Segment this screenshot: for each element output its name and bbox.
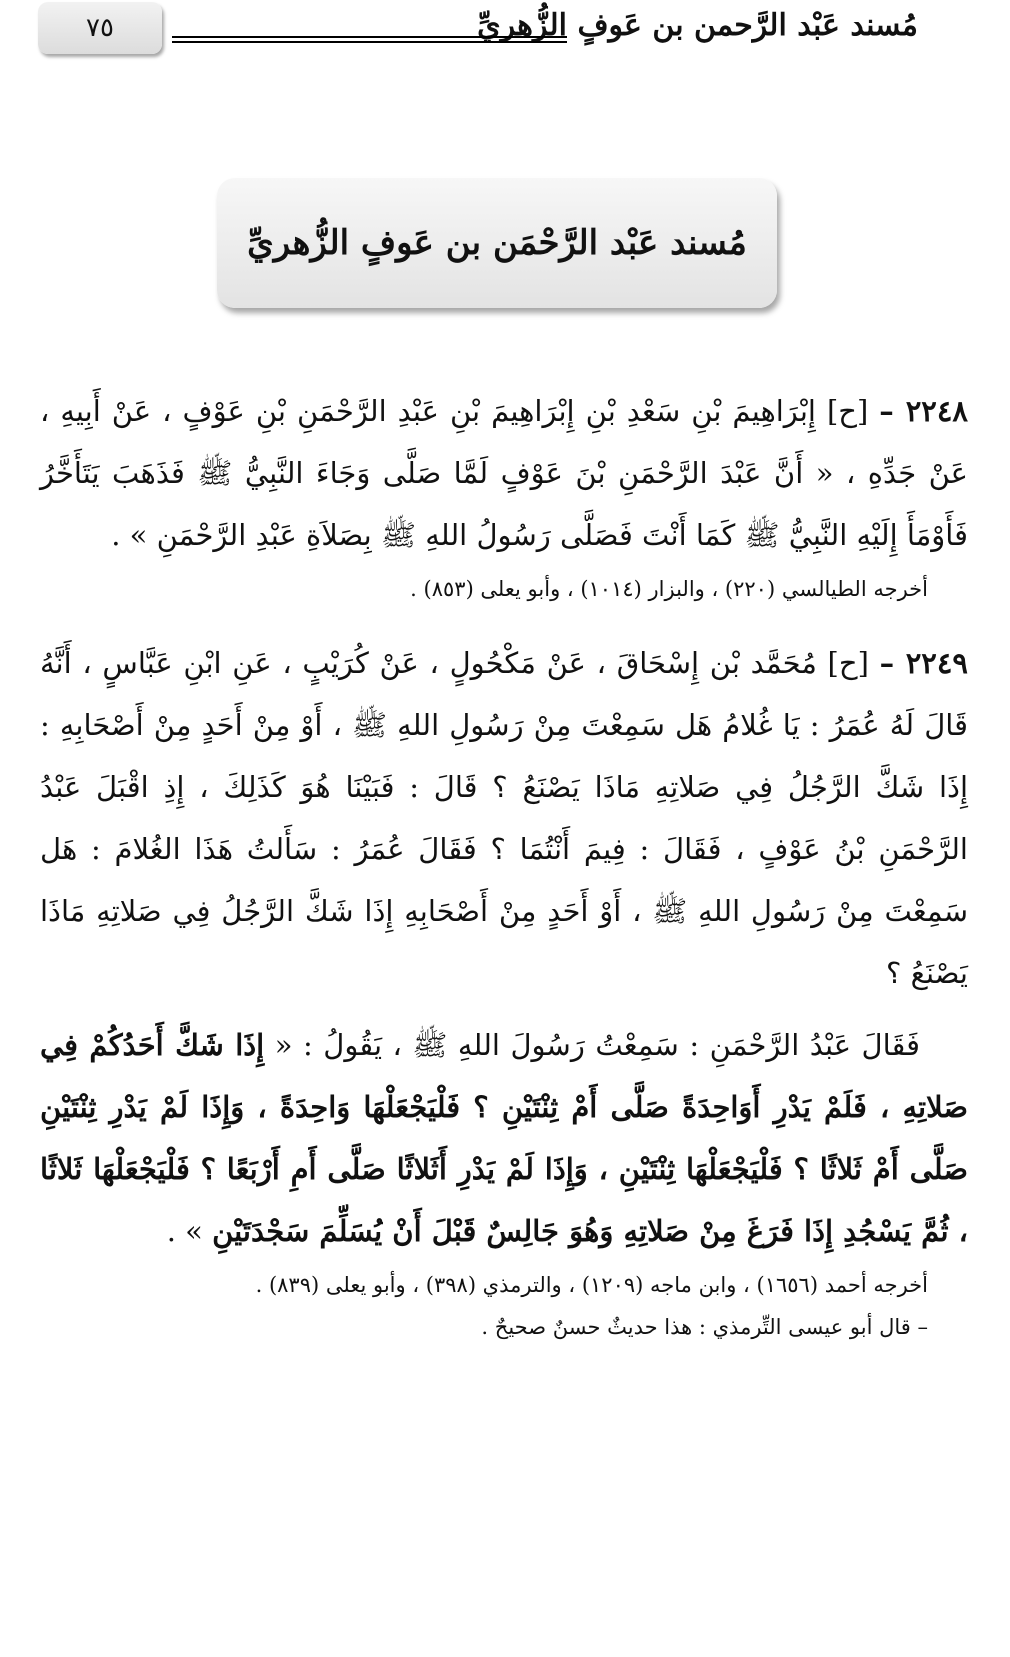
tirmidhi-note: – قال أبو عيسى التِّرمذي : هذا حديثٌ حسنٌ صحيحٌ .	[481, 1315, 928, 1339]
takhrij-note: أخرجه أحمد (١٦٥٦) ، وابن ماجه (١٢٠٩) ، والترمذي (٣٩٨) ، وأبو يعلى (٨٣٩) .	[255, 1273, 928, 1297]
page-number: ٧٥	[86, 13, 114, 43]
hadith-text: [ح] مُحَمَّد بْن إِسْحَاقَ ، عَنْ مَكْحُولٍ ، عَنْ كُرَيْبٍ ، عَنِ ابْنِ عَبَّاسٍ ، أَنَّهُ قَالَ لَهُ عُمَرُ : يَا غُلامُ هَل سَمِعْتَ مِنْ رَسُولِ اللهِ ﷺ ، أَوْ مِنْ أَحَدٍ مِنْ أَصْحَابِهِ : إِذَا شَكَّ الرَّجُلُ فِي صَلاتِهِ مَاذَا يَصْنَعُ ؟ قَالَ : فَبَيْنَا هُوَ كَذَلِكَ ، إِذِ اقْبَلَ عَبْدُ الرَّحْمَنِ بْنُ عَوْفٍ ، فَقَالَ : فِيمَ أَنْتُمَا ؟ فَقَالَ عُمَرُ : سَأَلتُ هَذَا الغُلامَ : هَل سَمِعْتَ مِنْ رَسُولِ اللهِ ﷺ ، أَوْ أَحَدٍ مِنْ أَصْحَابِهِ إِذَا شَكَّ الرَّجُلُ فِي صَلاتِهِ مَاذَا يَصْنَعُ ؟	[40, 646, 968, 990]
hadith-2249	[40, 632, 968, 1004]
spacer	[40, 608, 968, 632]
hadith-number: ٢٢٤٩ –	[879, 646, 968, 680]
hadith-2249-continuation	[40, 1014, 968, 1262]
takhrij-note: أخرجه الطيالسي (٢٢٠) ، والبزار (١٠١٤) ، وأبو يعلى (٨٥٣) .	[410, 577, 928, 601]
hadith-text-end: » .	[166, 1214, 203, 1248]
hadith-2248	[40, 380, 968, 566]
header-rule	[172, 36, 567, 43]
main-text	[40, 380, 968, 1346]
spacer	[40, 1004, 968, 1014]
hadith-text-bold: إِذَا شَكَّ أَحَدُكُمْ فِي صَلاتِهِ ، فَلَمْ يَدْرِ أَوَاحِدَةً صَلَّى أَمْ ثِنْتَيْنِ ؟ فَلْيَجْعَلْهَا وَاحِدَةً ، وَإِذَا لَمْ يَدْرِ ثِنْتَيْنِ صَلَّى أَمْ ثَلاثًا ؟ فَلْيَجْعَلْهَا ثِنْتَيْنِ ، وَإِذَا لَمْ يَدْرِ أَثَلاثًا صَلَّى أَمِ أَرْبَعًا ؟ فَلْيَجْعَلْهَا ثَلاثًا ، ثُمَّ يَسْجُدِ إِذَا فَرَغَ مِنْ صَلاتِهِ وَهُوَ جَالِسٌ قَبْلَ أَنْ يُسَلِّمَ سَجْدَتَيْنِ	[40, 1028, 968, 1248]
hadith-number: ٢٢٤٨ –	[879, 394, 968, 428]
chapter-title: مُسند عَبْد الرَّحْمَن بن عَوفٍ الزُّهريِّ	[247, 223, 747, 263]
chapter-title-box	[217, 178, 777, 308]
hadith-text: [ح] إِبْرَاهِيمَ بْنِ سَعْدِ بْنِ إِبْرَاهِيمَ بْنِ عَبْدِ الرَّحْمَنِ بْنِ عَوْفٍ ، عَنْ أَبِيهِ ، عَنْ جَدِّهِ ، « أَنَّ عَبْدَ الرَّحْمَنِ بْنَ عَوْفٍ لَمَّا صَلَّى وَجَاءَ النَّبِيُّ ﷺ فَذَهَبَ يَتَأَخَّرُ فَأَوْمَأَ إِلَيْهِ النَّبِيُّ ﷺ كَمَا أَنْتَ فَصَلَّى رَسُولُ اللهِ ﷺ بِصَلاَةِ عَبْدِ الرَّحْمَنِ » .	[40, 394, 968, 552]
hadith-text-plain: فَقَالَ عَبْدُ الرَّحْمَنِ : سَمِعْتُ رَسُولَ اللهِ ﷺ ، يَقُولُ : «	[274, 1028, 920, 1062]
page-number-tab	[38, 2, 162, 54]
running-head: مُسند عَبْد الرَّحمن بن عَوفٍ الزُّهريِّ	[477, 8, 918, 43]
